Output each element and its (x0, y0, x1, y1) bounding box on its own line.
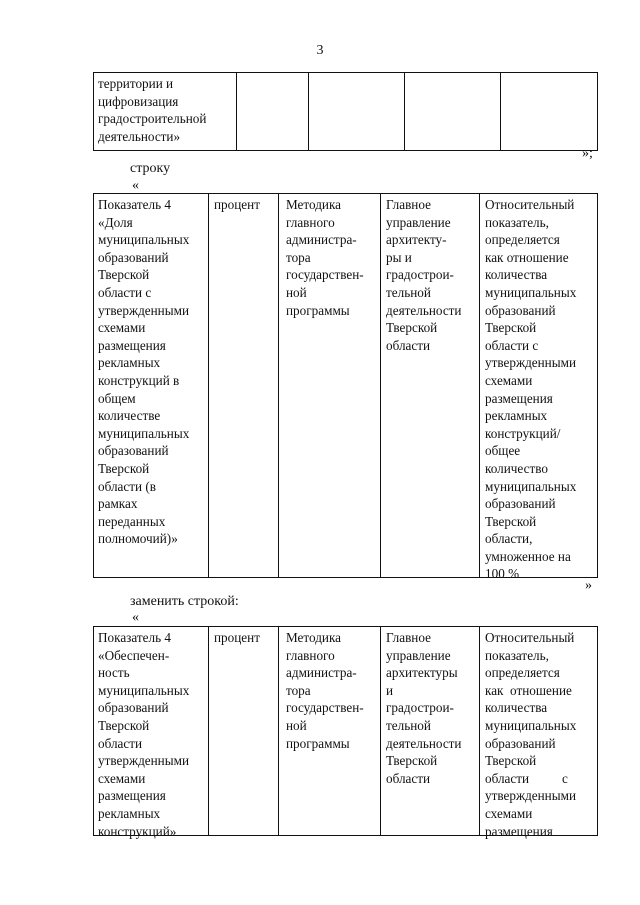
page-number: 3 (316, 43, 324, 58)
old-row-method: Методика главного администра- тора государствен- ной программы (286, 197, 364, 318)
opening-quote-2: « (132, 610, 139, 625)
new-row-unit: процент (214, 630, 260, 645)
opening-quote-1: « (132, 178, 139, 193)
line-label-stroku: строку (130, 161, 171, 176)
old-row-unit: процент (214, 197, 260, 212)
new-row-description: Относительный показатель, определяется как отношение количества муниципальных образований Тверской области с утвержденными схемами размещения (485, 630, 577, 839)
new-row-responsible: Главное управление архитектуры и градострои- тельной деятельности Тверской области (386, 630, 462, 786)
top-table-cell-1: территории и цифровизация градостроительной деятельности» (98, 76, 207, 144)
old-row-indicator: Показатель 4 «Доля муниципальных образований Тверской области с утвержденными схемами размещения рекламных конструкций в общем количестве муниципальных образований Тверской области (в рамках переданных полномочий)» (98, 197, 190, 547)
new-row-indicator: Показатель 4 «Обеспечен- ность муниципальных образований Тверской области утвержденными схемами размещения рекламных конструкций» (98, 630, 190, 839)
replace-instruction: заменить строкой: (130, 594, 239, 609)
new-row-method: Методика главного администра- тора государствен- ной программы (286, 630, 364, 751)
closing-quote-2: » (585, 578, 592, 593)
old-row-description: Относительный показатель, определяется как отношение количества муниципальных образований Тверской области с утвержденными схемами размещения рекламных конструкций/ общее количество муниципальных образований Тверской области, умноженное на 100 % (485, 197, 577, 582)
old-row-responsible: Главное управление архитекту- ры и градострои- тельной деятельности Тверской области (386, 197, 462, 353)
closing-quote-1: »; (582, 146, 593, 161)
